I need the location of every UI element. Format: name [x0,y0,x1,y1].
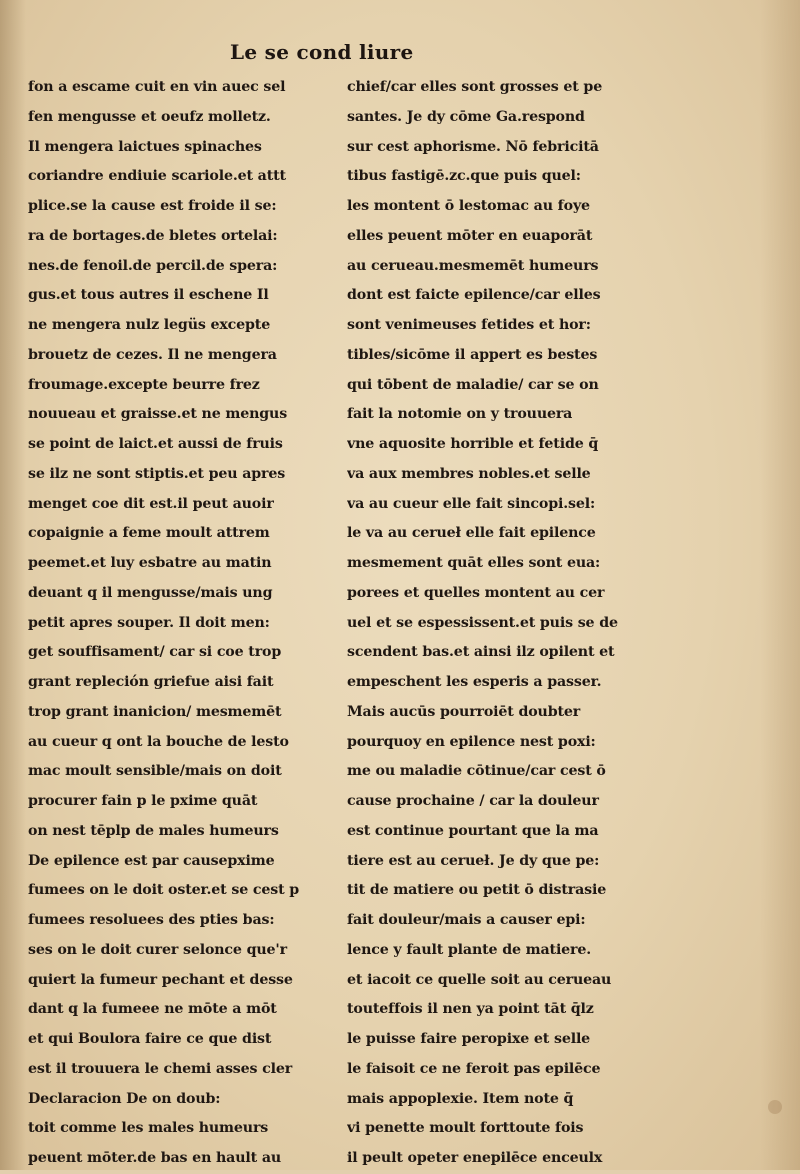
text-line: porees et quelles montent au cer [347,584,605,601]
right-text-column [347,73,665,1174]
text-line: va au cueur elle fait sincopi.sel: [347,495,596,512]
text-line: brouetz de cezes. Il ne mengera [28,346,277,363]
text-line: au cerueau.mesmemēt humeurs [347,257,599,274]
text-line: Declaracion De on doub: [28,1090,221,1107]
text-line: tibus fastigē.zc.que puis quel: [347,168,581,185]
text-line: get souffisament/ car si coe trop [28,644,282,661]
text-line: fon a escame cuit en vin auec sel [28,79,286,95]
text-line: les montent ō lestomac au foye [347,198,590,214]
text-line: fait douleur/mais a causer epi: [347,912,586,928]
text-line: trop grant inanicion/ mesmemēt [28,703,282,720]
text-line: nes.de fenoil.de percil.de spera: [28,257,278,274]
text-line: Mais aucūs pourroiēt doubter [347,703,581,720]
text-line: empeschent les esperis a passer. [347,674,602,690]
text-line: peuent mōter.de bas en hault au [28,1150,282,1166]
text-line: fumees resoluees des pties bas: [28,912,275,928]
text-line: santes. Je dy cōme Ga.respond [347,108,585,125]
text-line: quiert la fumeur pechant et desse [28,971,293,988]
text-line: ses on le doit curer selonce que'r [28,941,287,958]
text-line: vi penette moult forttoute fois [347,1120,584,1137]
text-line: grant repleción griefue aisi fait [28,674,274,690]
text-line: est continue pourtant que la ma [347,822,599,839]
text-line: gus.et tous autres il eschene Il [28,287,269,304]
text-line: touteffois il nen ya point tāt q̄lz [347,1001,594,1018]
text-line: et qui Boulora faire ce que dist [28,1031,272,1047]
text-line: sont venimeuses fetides et hor: [347,317,591,333]
text-line: copaignie a feme moult attrem [28,525,270,542]
text-line: froumage.excepte beurre frez [28,376,260,393]
text-line: mais appoplexie. Item note q̄ [347,1090,574,1107]
text-line: mac moult sensible/mais on doit [28,763,282,780]
text-line: le va au cerueł elle fait epilence [347,525,596,542]
text-line: ra de bortages.de bletes ortelai: [28,227,278,244]
text-line: fait la notomie on y trouuera [347,406,573,423]
text-line: me ou maladie cōtinue/car cest ō [347,763,606,780]
text-line: pourquoy en epilence nest poxi: [347,733,596,750]
text-line: qui tōbent de maladie/ car se on [347,376,599,393]
text-line: il peult opeter enepilēce enceulx [347,1150,603,1166]
text-line: ne mengera nulz legüs excepte [28,317,271,333]
text-line: dant q la fumeee ne mōte a mōt [28,1001,277,1018]
text-line: toit comme les males humeurs [28,1120,269,1137]
text-line: on nest tēplp de males humeurs [28,822,279,839]
text-line: tiere est au cerueł. Je dy que pe: [347,852,600,869]
text-line: lence y fault plante de matiere. [347,941,592,958]
text-line: et iacoit ce quelle soit au cerueau [347,971,612,988]
text-line: se point de laict.et aussi de fruis [28,436,283,452]
text-line: cause prochaine / car la douleur [347,793,599,809]
text-line: coriandre endiuie scariole.et attt [28,168,286,185]
paper-spot [768,1100,782,1114]
text-line: De epilence est par causepxime [28,852,275,869]
text-line: mesmement quāt elles sont eua: [347,555,601,571]
text-line: chief/car elles sont grosses et pe [347,79,603,95]
text-line: le puisse faire peropixe et selle [347,1031,591,1047]
spine-shadow [0,0,26,1170]
text-line: le faisoit ce ne feroit pas epilēce [347,1060,601,1077]
text-line: menget coe dit est.il peut auoir [28,495,274,512]
text-line: dont est faicte epilence/car elles [347,287,601,304]
text-line: deuant q il mengusse/mais ung [28,584,273,601]
text-line: tit de matiere ou petit ō distrasie [347,882,607,899]
text-line: elles peuent mōter en euaporāt [347,227,593,244]
text-line: petit apres souper. Il doit men: [28,614,270,631]
text-line: fen mengusse et oeufz molletz. [28,108,271,125]
page-edge-stain [760,0,800,1170]
text-line: procurer fain p le pxime quāt [28,793,258,809]
text-line: plice.se la cause est froide il se: [28,198,277,214]
text-line: sur cest aphorisme. Nō febricitā [347,138,599,155]
text-line: scendent bas.et ainsi ilz opilent et [347,644,615,661]
text-line: peemet.et luy esbatre au matin [28,555,272,571]
text-line: est il trouuera le chemi asses cler [28,1060,293,1077]
text-line: tibles/sicōme il appert es bestes [347,346,598,363]
text-line: fumees on le doit oster.et se cest p [28,882,300,899]
text-line: uel et se espessissent.et puis se de [347,614,618,631]
running-head: Le se cond liure [230,40,414,64]
text-line: se ilz ne sont stiptis.et peu apres [28,465,286,482]
text-line: au cueur q ont la bouche de lesto [28,733,289,750]
text-line: vne aquosite horrible et fetide q̄ [347,436,599,452]
left-text-column [28,73,346,1174]
text-line: Il mengera laictues spinaches [28,138,262,155]
text-line: nouueau et graisse.et ne mengus [28,406,288,423]
text-line: va aux membres nobles.et selle [347,465,591,482]
